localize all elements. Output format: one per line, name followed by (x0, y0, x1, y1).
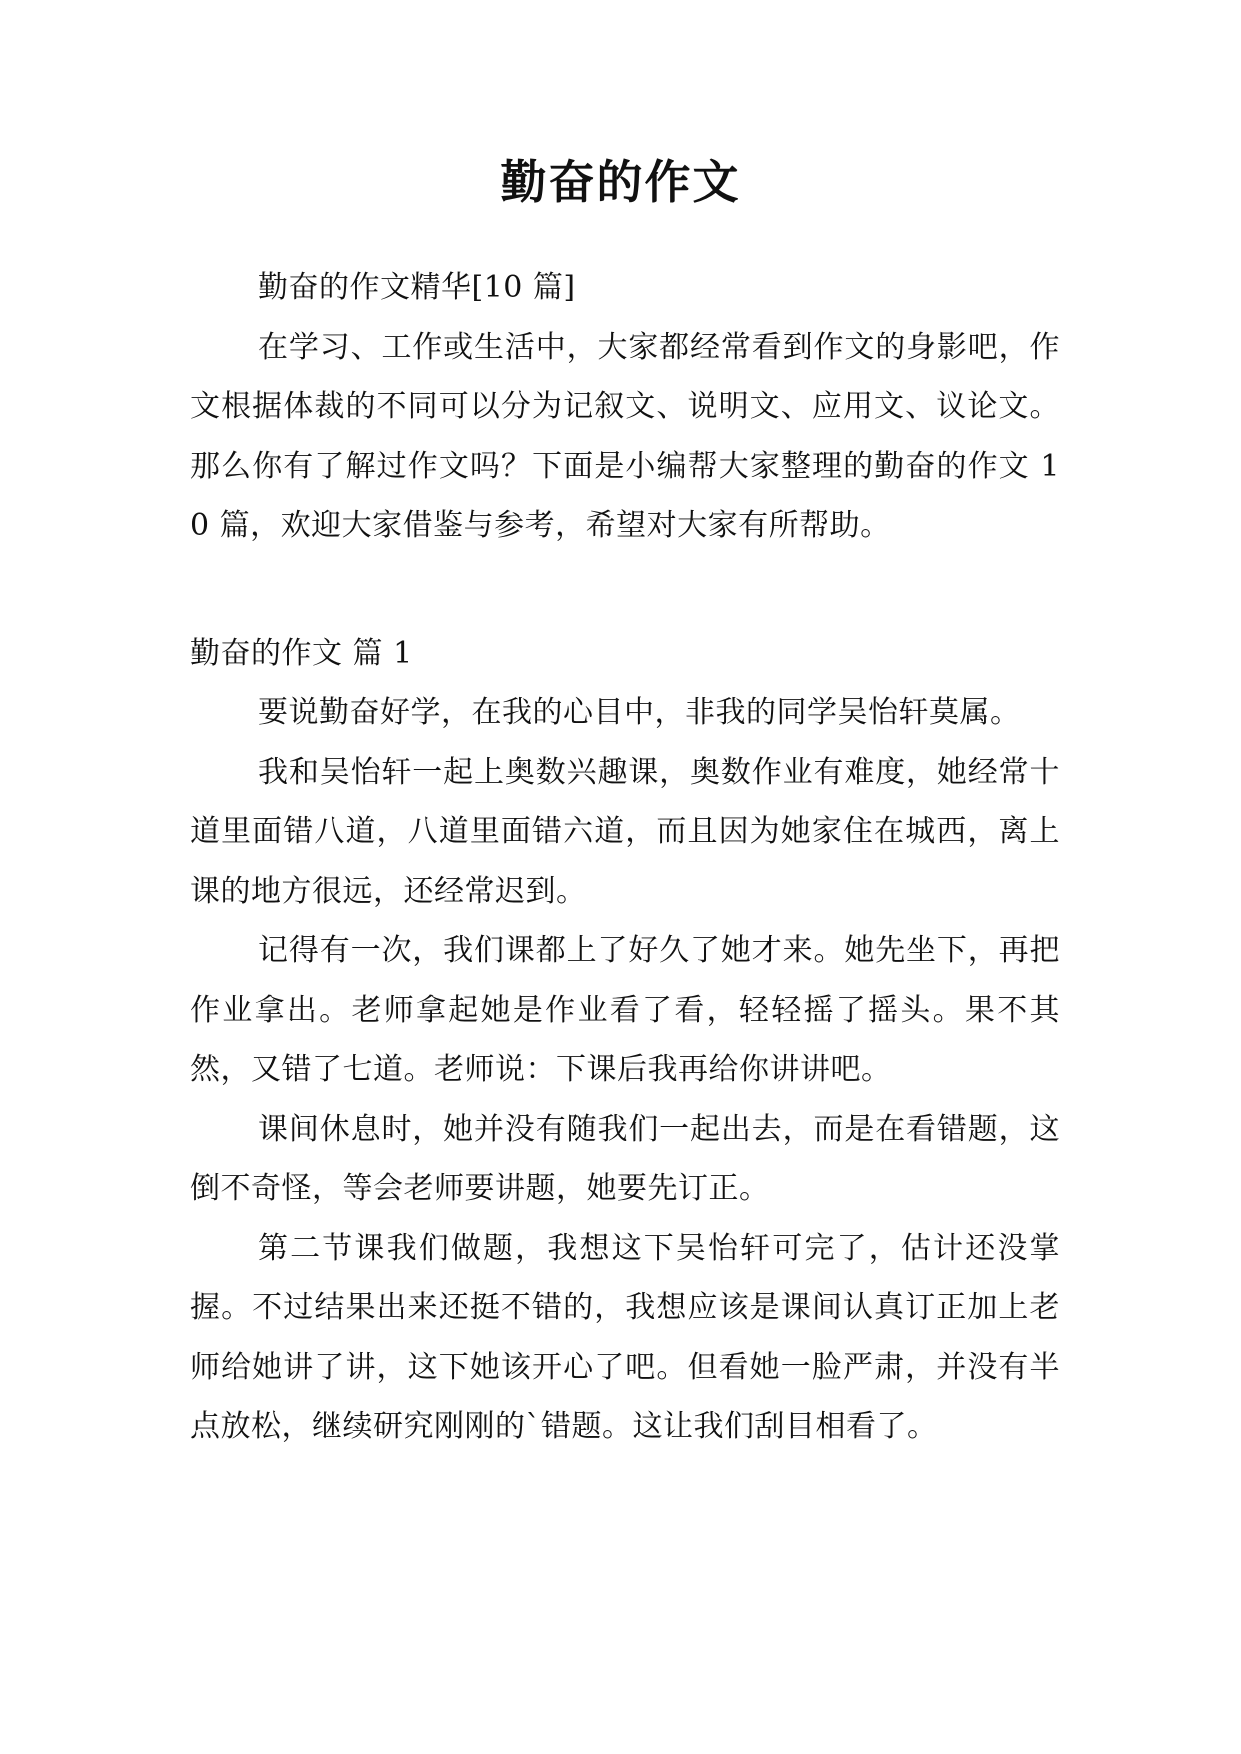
essay-paragraph: 我和吴怡轩一起上奥数兴趣课，奥数作业有难度，她经常十道里面错八道，八道里面错六道，而且因为她家住在城西，离上课的地方很远，还经常迟到。 (190, 754, 1060, 909)
document-subtitle: 勤奋的作文精华[10 篇] (258, 270, 576, 305)
section-spacer (190, 556, 1060, 624)
intro-paragraph: 在学习、工作或生活中，大家都经常看到作文的身影吧，作文根据体裁的不同可以分为记叙文、说明文、应用文、议论文。那么你有了解过作文吗？下面是小编帮大家整理的勤奋的作文 10 篇，欢迎大家借鉴与参考，希望对大家有所帮助。 (190, 329, 1060, 543)
essay-paragraph: 要说勤奋好学，在我的心目中，非我的同学吴怡轩莫属。 (258, 695, 1021, 730)
section-heading: 勤奋的作文 篇 1 (190, 635, 413, 671)
document-title: 勤奋的作文 (500, 155, 741, 209)
essay-paragraph: 第二节课我们做题，我想这下吴怡轩可完了，估计还没掌握。不过结果出来还挺不错的，我想应该是课间认真订正加上老师给她讲了讲，这下她该开心了吧。但看她一脸严肃，并没有半点放松，继续研究刚刚的`错题。这让我们刮目相看了。 (190, 1230, 1060, 1444)
essay-paragraph: 记得有一次，我们课都上了好久了她才来。她先坐下，再把作业拿出。老师拿起她是作业看了看，轻轻摇了摇头。果不其然，又错了七道。老师说：下课后我再给你讲讲吧。 (190, 933, 1060, 1087)
document-body (190, 258, 1060, 1457)
essay-paragraph: 课间休息时，她并没有随我们一起出去，而是在看错题，这倒不奇怪，等会老师要讲题，她要先订正。 (190, 1111, 1060, 1206)
